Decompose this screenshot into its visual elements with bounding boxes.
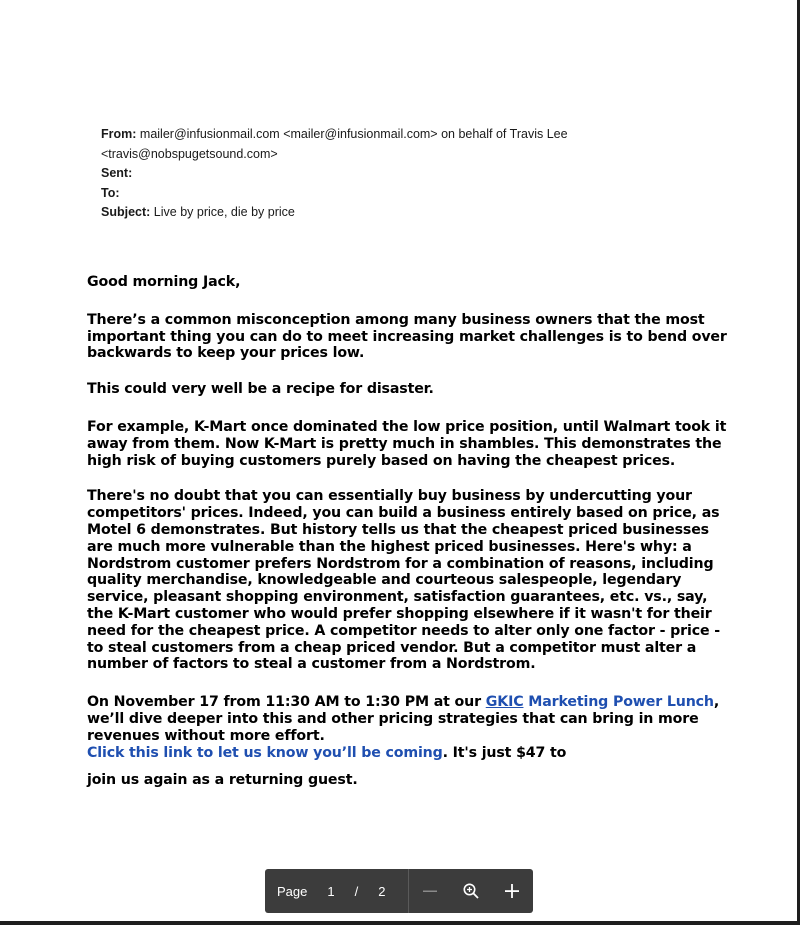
from-label: From: bbox=[101, 127, 137, 141]
paragraph-event bbox=[87, 694, 727, 761]
magnifier-plus-icon bbox=[462, 882, 480, 900]
marketing-lunch-link[interactable]: Marketing Power Lunch bbox=[523, 694, 714, 711]
plus-icon bbox=[504, 883, 520, 899]
sent-line bbox=[101, 164, 661, 184]
greeting: Good morning Jack, bbox=[87, 274, 241, 290]
total-pages: 2 bbox=[378, 883, 386, 899]
event-text-prefix: On November 17 from 11:30 AM to 1:30 PM at our bbox=[87, 694, 486, 711]
event-text-suffix: , we’ll dive deeper into this and other pricing strategies that can bring in more revenues without more effort. bbox=[87, 694, 720, 744]
zoom-in-button[interactable] bbox=[491, 869, 532, 913]
paragraph-kmart: For example, K-Mart once dominated the low price position, until Walmart took it away from them. Now K-Mart is pretty much in shambles. This demonstrates the high risk of buying customers purely based on having the cheapest prices. bbox=[87, 418, 727, 469]
paragraph-misconception: There’s a common misconception among many business owners that the most important thing you can do to meet increasing market challenges is to bend over backwards to keep your prices low. bbox=[87, 311, 727, 362]
sent-label: Sent: bbox=[101, 166, 133, 180]
page-label: Page bbox=[277, 883, 308, 899]
from-value: mailer@infusionmail.com <mailer@infusionmail.com> on behalf of Travis Lee <travis@nobspugetsound.com> bbox=[101, 127, 568, 161]
rsvp-suffix: . It's just $47 to bbox=[442, 744, 567, 761]
paragraph-nordstrom: There's no doubt that you can essentially buy business by undercutting your competitors' prices. Indeed, you can build a business entirely based on price, as Motel 6 demonstrates. But history tells us that the cheapest priced businesses are much more vulnerable than the highest priced businesses. Here's why: a Nordstrom customer prefers Nordstrom for a combination of reasons, including quality merchandise, knowledgeable and courteous salespeople, legendary service, pleasant shopping environment, satisfaction guarantees, etc. vs., say, the K-Mart customer who would prefer shopping elsewhere if it wasn't for their need for the cheapest price. A competitor needs to alter only one factor - price - to steal customers from a cheap priced vendor. But a competitor must alter a number of factors to steal a customer from a Nordstrom. bbox=[87, 488, 720, 673]
subject-line bbox=[101, 203, 661, 223]
zoom-out-button[interactable] bbox=[409, 869, 450, 913]
subject-value: Live by price, die by price bbox=[153, 205, 295, 219]
subject-label: Subject: bbox=[101, 205, 151, 219]
email-header bbox=[101, 125, 661, 223]
page-indicator bbox=[265, 869, 408, 913]
to-label: To: bbox=[101, 185, 120, 200]
from-line bbox=[101, 125, 661, 164]
paragraph-returning-guest: join us again as a returning guest. bbox=[87, 772, 358, 789]
gkic-link[interactable]: GKIC bbox=[485, 694, 524, 711]
pdf-toolbar bbox=[265, 869, 533, 913]
rsvp-link[interactable]: Click this link to let us know you’ll be coming bbox=[87, 744, 443, 761]
minus-icon bbox=[422, 883, 438, 899]
current-page-input[interactable]: 1 bbox=[327, 883, 335, 899]
to-line bbox=[101, 184, 661, 204]
page-separator: / bbox=[354, 883, 359, 899]
email-body bbox=[87, 274, 727, 806]
paragraph-disaster: This could very well be a recipe for disaster. bbox=[87, 381, 434, 398]
fit-zoom-button[interactable] bbox=[450, 869, 491, 913]
